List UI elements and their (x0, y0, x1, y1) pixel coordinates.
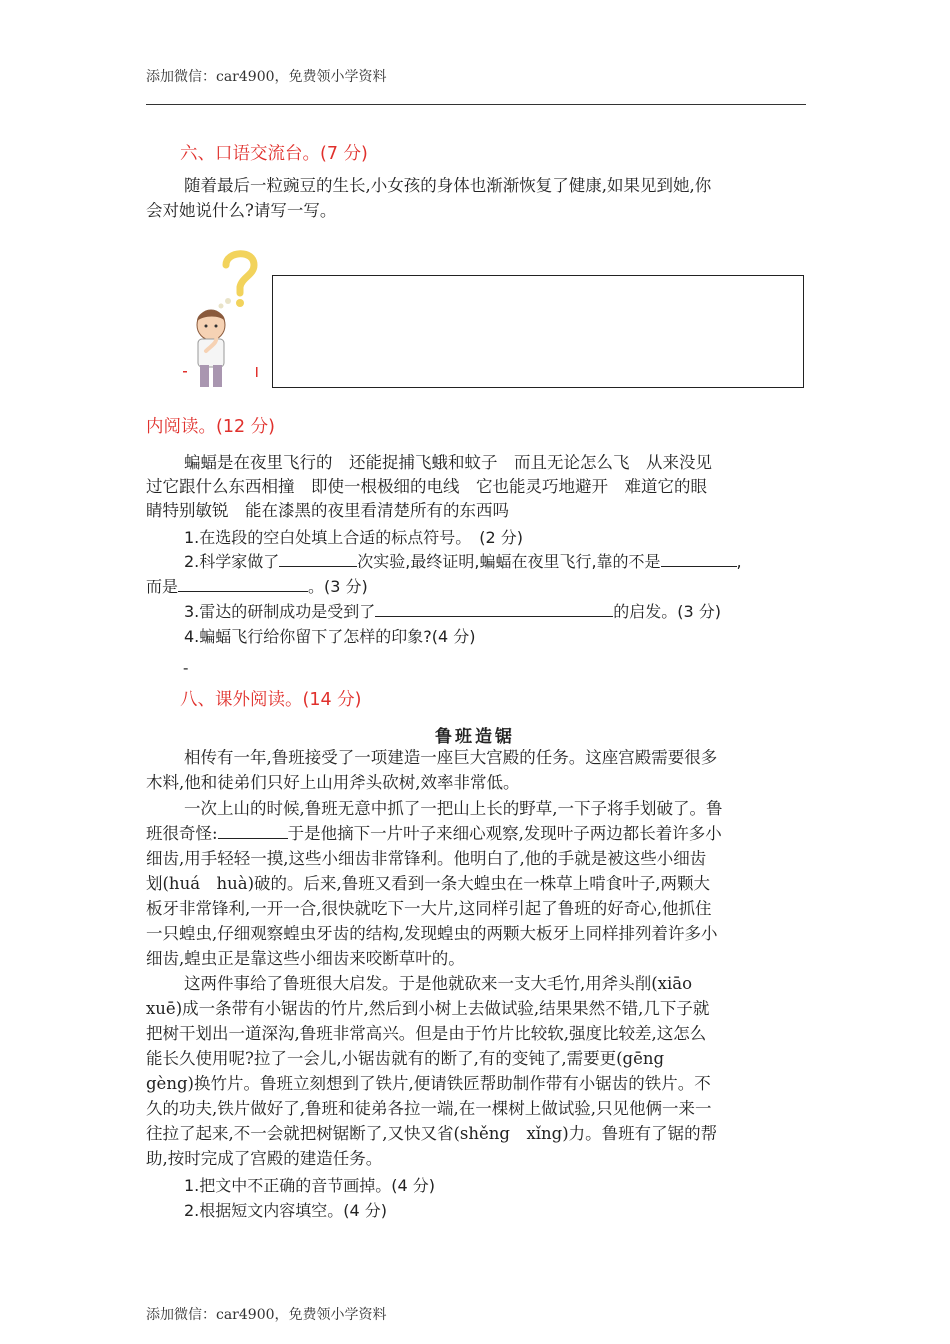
q2-text-c: , (736, 552, 742, 571)
story-title: 鲁班造锯 (435, 727, 515, 747)
story-p3-line-2: xuē)成一条带有小锯齿的竹片,然后到小树上去做试验,结果果然不错,几下子就 (146, 999, 710, 1018)
section7-question-3 (184, 599, 721, 622)
q2-blank-not[interactable] (661, 552, 737, 567)
q3-text-b: 的启发。(3 分) (613, 602, 722, 621)
story-p2-line-2a: 班很奇怪: (146, 824, 218, 843)
section7-title: 内阅读。(12 分) (146, 417, 275, 437)
story-p2-line-1: 一次上山的时候,鲁班无意中抓了一把山上长的野草,一下子将手划破了。鲁 (184, 799, 723, 818)
page-footer: 添加微信：car4900，免费领小学资料 (146, 1307, 387, 1323)
section6-prompt-line-2: 会对她说什么?请写一写。 (146, 201, 337, 220)
story-p2-line-5: 板牙非常锋利,一开一合,很快就吃下一大片,这同样引起了鲁班的好奇心,他抓住 (146, 899, 712, 918)
section7-question-1: 1.在选段的空白处填上合适的标点符号。 (2 分) (184, 528, 524, 547)
section7-question-2-cont (146, 574, 368, 597)
section8-question-1: 1.把文中不正确的音节画掉。(4 分) (184, 1176, 436, 1195)
passage-line-2: 过它跟什么东西相撞 即使一根极细的电线 它也能灵巧地避开 难道它的眼 (146, 477, 707, 496)
q3-blank[interactable] (375, 602, 613, 617)
dash-mark: - (183, 658, 189, 677)
section6-title: 六、口语交流台。(7 分) (180, 144, 368, 164)
q2-blank-count[interactable] (279, 552, 357, 567)
story-p2-line-2 (146, 822, 722, 847)
story-p3-line-7: 往拉了起来,不一会就把树锯断了,又快又省(shěng xǐng)力。鲁班有了锯的帮 (146, 1124, 718, 1143)
story-p2-line-6: 一只蝗虫,仔细观察蝗虫牙齿的结构,发现蝗虫的两颗大板牙上同样排列着许多小 (146, 924, 718, 943)
q2-text-e: 。(3 分) (308, 577, 368, 596)
section6-prompt-line-1: 随着最后一粒豌豆的生长,小女孩的身体也渐渐恢复了健康,如果见到她,你 (184, 176, 712, 195)
page-header: 添加微信：car4900，免费领小学资料 (146, 69, 387, 85)
story-p2-line-2b: 于是他摘下一片叶子来细心观察,发现叶子两边都长着许多小 (287, 824, 722, 843)
section8-title: 八、课外阅读。(14 分) (180, 690, 362, 710)
section7-question-2 (184, 549, 742, 572)
header-rule (146, 104, 806, 105)
passage-line-3: 睛特别敏锐 能在漆黑的夜里看清楚所有的东西吗 (146, 501, 509, 520)
section7-question-4: 4.蝙蝠飞行给你留下了怎样的印象?(4 分) (184, 627, 476, 646)
section8-question-2: 2.根据短文内容填空。(4 分) (184, 1201, 388, 1220)
q2-text-d: 而是 (146, 577, 179, 596)
story-p2-line-3: 细齿,用手轻轻一摸,这些小细齿非常锋利。他明白了,他的手就是被这些小细齿 (146, 849, 707, 868)
q2-blank-but[interactable] (178, 577, 308, 592)
story-p2-line-4: 划(huá huà)破的。后来,鲁班又看到一条大蝗虫在一株草上啃食叶子,两颗大 (146, 874, 711, 893)
story-p1-line-2: 木料,他和徒弟们只好上山用斧头砍树,效率非常低。 (146, 773, 520, 792)
q2-text-b: 次实验,最终证明,蝙蝠在夜里飞行,靠的不是 (357, 552, 661, 571)
answer-box[interactable] (272, 275, 804, 388)
q3-text-a: 3.雷达的研制成功是受到了 (184, 602, 376, 621)
story-p2-line-7: 细齿,蝗虫正是靠这些小细齿来咬断草叶的。 (146, 949, 465, 968)
q2-text-a: 2.科学家做了 (184, 552, 280, 571)
story-p1-line-1: 相传有一年,鲁班接受了一项建造一座巨大宫殿的任务。这座宫殿需要很多 (184, 748, 718, 767)
story-p3-line-8: 助,按时完成了宫殿的建造任务。 (146, 1149, 383, 1168)
passage-line-1: 蝙蝠是在夜里飞行的 还能捉捕飞蛾和蚊子 而且无论怎么飞 从来没见 (184, 453, 712, 472)
story-p3-line-4: 能长久使用呢?拉了一会儿,小锯齿就有的断了,有的变钝了,需要更(gēng (146, 1049, 665, 1068)
story-p3-line-5: gèng)换竹片。鲁班立刻想到了铁片,便请铁匠帮助制作带有小锯齿的铁片。不 (146, 1074, 711, 1093)
story-p3-line-1: 这两件事给了鲁班很大启发。于是他就砍来一支大毛竹,用斧头削(xiāo (184, 974, 693, 993)
story-p3-line-6: 久的功夫,铁片做好了,鲁班和徒弟各拉一端,在一棵树上做试验,只见他俩一来一 (146, 1099, 712, 1118)
thinking-boy-question-mark-icon (176, 243, 266, 393)
story-p3-line-3: 把树干划出一道深沟,鲁班非常高兴。但是由于竹片比较软,强度比较差,这怎么 (146, 1024, 707, 1043)
story-blank[interactable] (218, 822, 288, 839)
